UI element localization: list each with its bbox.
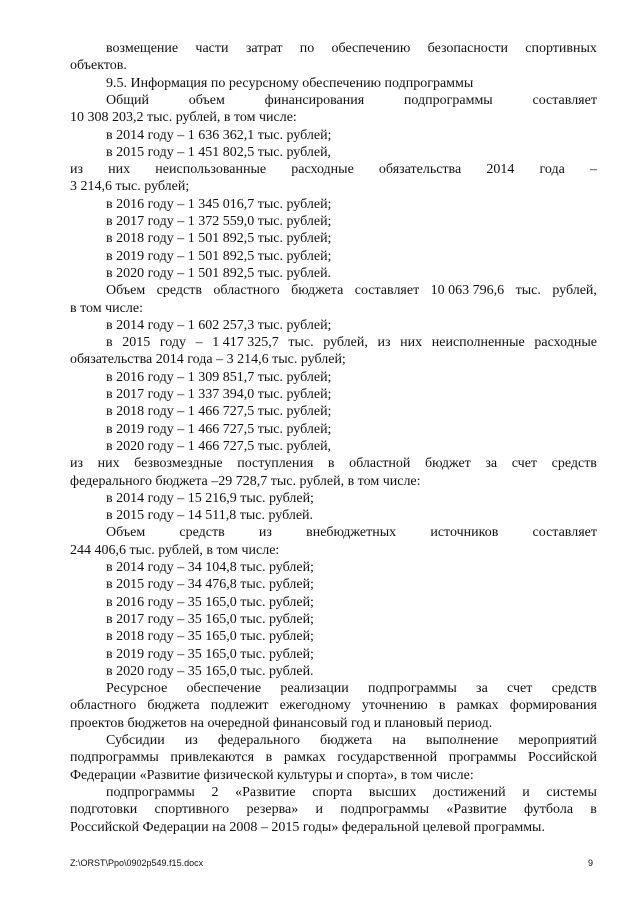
text-word: тыс.: [515, 283, 541, 298]
text-word: Российской: [527, 750, 597, 765]
text-word: неиспользованные: [155, 162, 267, 177]
text-line: в 2016 году – 1 345 016,7 тыс. рублей;: [106, 197, 332, 212]
text-word: источников: [430, 525, 499, 540]
text-word: года: [539, 162, 565, 177]
text-line: [106, 524, 597, 541]
text-line: федерального бюджета –29 728,7 тыс. рублей, в том числе:: [70, 474, 421, 489]
text-line: Федерации «Развитие физической культуры и спорта», в том числе:: [70, 768, 474, 783]
text-word: «Развитие: [235, 785, 296, 800]
text-word: из: [70, 162, 84, 177]
text-word: высших: [368, 785, 417, 800]
text-word: областной: [349, 456, 411, 471]
text-word: бюджет: [424, 456, 471, 471]
text-line: [106, 334, 597, 351]
text-word: затрат: [245, 41, 283, 56]
text-line: [106, 680, 597, 697]
text-word: счет: [507, 681, 533, 696]
text-word: бюджета: [147, 698, 200, 713]
text-line: в 2014 году – 1 636 362,1 тыс. рублей;: [106, 128, 332, 143]
text-line: обязательства 2014 года – 3 214,6 тыс. рублей;: [70, 352, 346, 367]
text-word: обеспечению: [331, 41, 411, 56]
text-word: рамках: [283, 750, 326, 765]
text-word: Субсидии: [106, 733, 165, 748]
text-word: федерального: [217, 733, 300, 748]
text-line: [70, 749, 597, 766]
text-word: подпрограммы: [340, 802, 430, 817]
text-word: спортивного: [154, 802, 230, 817]
text-word: поступления: [237, 456, 314, 471]
text-line: в том числе:: [70, 301, 143, 316]
text-word: расходные: [291, 162, 354, 177]
text-line: [70, 455, 597, 472]
text-word: достижений: [433, 785, 506, 800]
text-line: в 2014 году – 15 216,9 тыс. рублей;: [106, 491, 314, 506]
text-word: объем: [188, 93, 225, 108]
text-word: обеспечение: [186, 681, 262, 696]
text-line: 3 214,6 тыс. рублей;: [70, 179, 190, 194]
text-word: рамках: [456, 698, 499, 713]
text-line: в 2017 году – 1 337 394,0 тыс. рублей;: [106, 387, 332, 402]
text-word: средств: [156, 283, 202, 298]
text-word: областного: [70, 698, 137, 713]
text-line: в 2014 году – 1 602 257,3 тыс. рублей;: [106, 318, 332, 333]
text-word: реализации: [280, 681, 349, 696]
text-word: них: [400, 335, 423, 350]
text-line: в 2016 году – 35 165,0 тыс. рублей;: [106, 595, 314, 610]
text-line: 244 406,6 тыс. рублей, в том числе:: [70, 543, 280, 558]
text-word: государственной: [337, 750, 438, 765]
text-word: 2015: [122, 335, 151, 350]
text-word: средств: [551, 681, 597, 696]
text-word: 1 417 325,7: [212, 335, 279, 350]
text-word: счет: [511, 456, 538, 471]
text-word: внебюджетных: [306, 525, 397, 540]
text-line: проектов бюджетов на очередной финансовый год и плановый период.: [70, 716, 493, 731]
text-word: спорта: [312, 785, 353, 800]
text-word: составляет: [354, 283, 420, 298]
text-word: Общий: [106, 93, 149, 108]
text-word: части: [195, 41, 229, 56]
text-word: средств: [179, 525, 225, 540]
text-word: системы: [546, 785, 597, 800]
text-word: из: [70, 456, 84, 471]
text-word: финансирования: [264, 93, 365, 108]
text-word: в: [438, 698, 446, 713]
text-word: выполнение: [426, 733, 499, 748]
text-word: расходные: [534, 335, 597, 350]
text-word: за: [476, 681, 488, 696]
text-word: году: [159, 335, 186, 350]
text-word: мероприятий: [518, 733, 597, 748]
text-word: –: [589, 162, 597, 177]
text-word: них: [108, 162, 131, 177]
text-word: них: [97, 456, 120, 471]
text-word: неисполненные: [431, 335, 525, 350]
text-word: по: [299, 41, 315, 56]
text-word: привлекаются: [170, 750, 255, 765]
text-line: Российской Федерации на 2008 – 2015 годы» федеральной целевой программы.: [70, 820, 545, 835]
text-word: безвозмездные: [134, 456, 223, 471]
text-word: программы: [448, 750, 517, 765]
text-word: рублей,: [323, 335, 368, 350]
text-line: в 2016 году – 1 309 851,7 тыс. рублей;: [106, 370, 332, 385]
text-word: формирования: [509, 698, 597, 713]
text-line: в 2014 году – 34 104,8 тыс. рублей;: [106, 560, 314, 575]
text-line: в 2018 году – 1 501 892,5 тыс. рублей;: [106, 231, 332, 246]
text-word: обязательства: [378, 162, 462, 177]
text-word: Ресурсное: [106, 681, 168, 696]
text-line: [70, 801, 597, 818]
text-word: подготовки: [70, 802, 138, 817]
text-line: в 2018 году – 35 165,0 тыс. рублей;: [106, 629, 314, 644]
text-word: подпрограммы: [106, 785, 195, 800]
text-line: в 2017 году – 35 165,0 тыс. рублей;: [106, 612, 314, 627]
text-word: в: [265, 750, 273, 765]
text-line: в 2017 году – 1 372 559,0 тыс. рублей;: [106, 214, 332, 229]
text-word: безопасности: [427, 41, 508, 56]
text-line: [70, 697, 597, 714]
text-line: в 2019 году – 1 466 727,5 тыс. рублей;: [106, 422, 332, 437]
text-word: в: [327, 456, 335, 471]
text-line: 9.5. Информация по ресурсному обеспечению подпрограммы: [106, 76, 474, 91]
text-word: составляет: [532, 93, 597, 108]
text-word: областного: [213, 283, 280, 298]
text-line: в 2015 году – 1 451 802,5 тыс. рублей,: [106, 145, 332, 160]
text-word: и: [315, 802, 323, 817]
text-line: [106, 732, 597, 749]
text-line: в 2019 году – 1 501 892,5 тыс. рублей;: [106, 249, 332, 264]
text-word: подлежит: [210, 698, 269, 713]
text-line: в 2020 году – 1 466 727,5 тыс. рублей,: [106, 439, 332, 454]
text-word: составляет: [532, 525, 597, 540]
text-word: из: [258, 525, 272, 540]
text-word: подпрограммы: [403, 93, 493, 108]
text-word: на: [392, 733, 406, 748]
text-word: Объем: [106, 283, 146, 298]
text-line: объектов.: [70, 58, 127, 73]
text-word: футбола: [524, 802, 574, 817]
text-line: [70, 161, 597, 178]
text-line: в 2020 году – 35 165,0 тыс. рублей.: [106, 664, 314, 679]
text-line: в 2018 году – 1 466 727,5 тыс. рублей;: [106, 404, 332, 419]
text-line: в 2015 году – 34 476,8 тыс. рублей;: [106, 577, 314, 592]
footer-file-path: Z:\ORST\Ppo\0902p549.f15.docx: [70, 858, 204, 868]
text-word: –: [195, 335, 203, 350]
text-word: «Развитие: [446, 802, 507, 817]
text-word: возмещение: [106, 41, 179, 56]
text-line: 10 308 203,2 тыс. рублей, в том числе:: [70, 110, 297, 125]
footer-page-number: 9: [588, 858, 594, 868]
text-word: уточнению: [361, 698, 428, 713]
text-line: в 2015 году – 14 511,8 тыс. рублей.: [106, 508, 314, 523]
text-word: Объем: [106, 525, 146, 540]
text-word: из: [377, 335, 391, 350]
text-word: и: [522, 785, 530, 800]
text-word: подпрограммы: [70, 750, 159, 765]
text-word: из: [184, 733, 198, 748]
text-line: [106, 40, 597, 57]
text-line: [106, 92, 597, 109]
text-line: [106, 282, 597, 299]
text-word: бюджета: [320, 733, 373, 748]
text-word: ежегодному: [279, 698, 351, 713]
text-word: средств: [551, 456, 597, 471]
text-word: 2014: [486, 162, 515, 177]
text-line: в 2020 году – 1 501 892,5 тыс. рублей.: [106, 266, 332, 281]
text-word: рублей,: [552, 283, 597, 298]
text-word: тыс.: [288, 335, 314, 350]
text-word: 2: [211, 785, 219, 800]
text-word: в: [590, 802, 597, 817]
text-line: в 2019 году – 35 165,0 тыс. рублей;: [106, 647, 314, 662]
text-word: подпрограммы: [368, 681, 457, 696]
text-word: в: [106, 335, 113, 350]
text-word: 10 063 796,6: [430, 283, 505, 298]
text-word: за: [485, 456, 498, 471]
text-line: [106, 784, 597, 801]
text-word: резерва»: [246, 802, 299, 817]
text-word: спортивных: [525, 41, 597, 56]
text-word: бюджета: [291, 283, 344, 298]
